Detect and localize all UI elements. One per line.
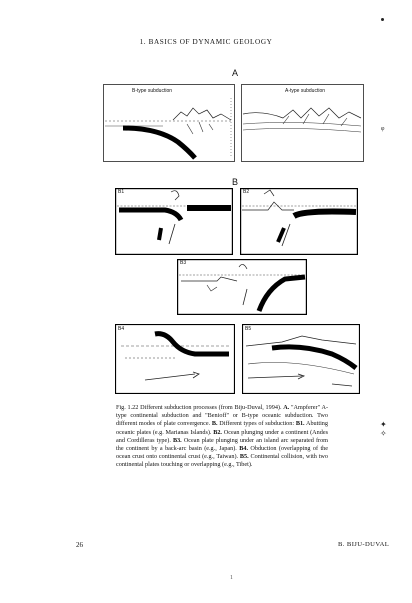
figure-caption [116,404,328,470]
panel-b2-label: B2 [243,189,250,195]
panel-b5-label: B5 [245,326,252,332]
panel-b3 [177,259,307,315]
panel-b4-label: B4 [118,326,125,332]
caption-b3-label: B3. [172,436,182,444]
panel-b4 [115,324,235,394]
caption-b-label: B. [210,420,218,428]
caption-text-3: Different types of subduction: [217,420,296,428]
page-number: 26 [76,541,83,549]
panel-a-left-title: B-type subduction [132,88,173,94]
caption-text-5: Ocean plunging under a continent (Andes and Cordilleras type). [116,428,328,444]
panel-b1 [115,188,233,255]
caption-a-label: A. [283,404,290,411]
caption-b2-label: B2. [213,428,222,436]
figure-part-a-label: A [232,68,239,78]
bottom-mark: 1 [230,575,233,581]
figure-part-b-label: B [232,177,239,187]
caption-b5-label: B5. [239,453,249,461]
panel-a-cross-sections [103,84,385,162]
caption-b4-label: B4. [239,445,248,453]
panel-b3-label: B3 [180,260,187,266]
author-footer: B. BIJU-DUVAL [338,541,390,548]
panel-a-right-title: A-type subduction [285,88,326,94]
caption-text-7: Obduction (overlapping of the ocean crust onto continental crust (e.g., Taiwan). [116,445,329,461]
caption-text-8: Continental collision, with two continental plates touching or overlapping (e.g., Tibet). [116,453,328,469]
caption-text-2: "Ampferer" A-type continental subduction and "Benioff" or B-type oceanic subduction. Two different modes of plate convergence. [116,404,328,428]
panel-b5 [242,324,360,394]
caption-text-6: Ocean plate plunging under an island arc separated from the continent by a back-arc basin (e.g., Japan). [116,436,328,453]
svg-text:φ: φ [381,126,385,132]
caption-b1-label: B1. [295,420,305,428]
running-header: 1. BASICS OF DYNAMIC GEOLOGY [139,38,273,46]
panel-b1-label: B1 [118,189,125,195]
caption-text-4: Abutting oceanic plates (e.g. Marianas Islands). [116,420,328,436]
corner-dot [381,18,384,21]
caption-text-1: Different subduction processes (from Biju-Duval, 1994). [138,404,282,411]
margin-marks: ✦ ✧ [380,420,387,438]
caption-fig-id: Fig. 1.22 [116,404,139,411]
panel-b2 [240,188,358,255]
